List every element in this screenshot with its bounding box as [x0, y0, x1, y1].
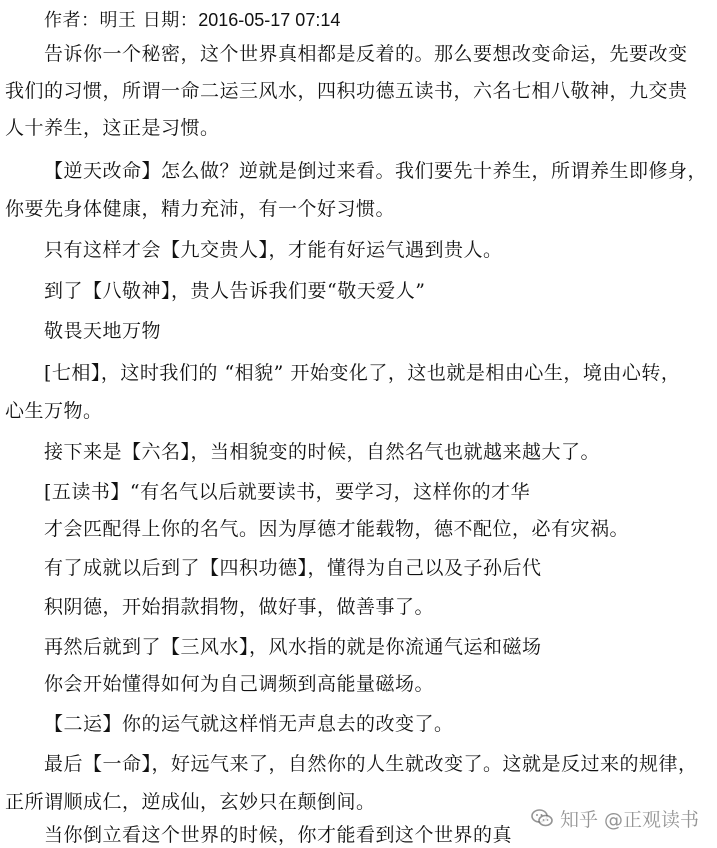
text-line: 【二运】你的运气就这样悄无声息去的改变了。 [44, 713, 454, 735]
text-line: 积阴德，开始捐款捐物，做好事，做善事了。 [44, 596, 435, 618]
text-line: 心生万物。 [5, 400, 103, 422]
watermark-text: 知乎 @正观读书 [559, 808, 699, 831]
text-line: [七相】，这时我们的 “相貌” 开始变化了，这也就是相由心生，境由心转， [44, 362, 681, 384]
text-line: 我们的习惯，所谓一命二运三风水，四积功德五读书，六名七相八敬神，九交贵 [5, 80, 688, 102]
text-line: 接下来是【六名】，当相貌变的时候，自然名气也就越来越大了。 [44, 441, 601, 463]
text-line: 最后【一命】，好远气来了，自然你的人生就改变了。这就是反过来的规律， [44, 753, 698, 775]
text-line: 才会匹配得上你的名气。因为厚德才能载物，德不配位，必有灾祸。 [44, 518, 630, 540]
text-line: 当你倒立看这个世界的时候，你才能看到这个世界的真 [44, 824, 513, 846]
watermark [526, 803, 703, 833]
post-datetime: 2016-05-17 07:14 [198, 10, 341, 30]
text-line: 正所谓顺成仁，逆成仙，玄妙只在颠倒间。 [5, 791, 376, 813]
author-date-line [44, 7, 340, 34]
wechat-logo-icon [530, 806, 554, 830]
text-line: 再然后就到了【三风水】，风水指的就是你流通气运和磁场 [44, 636, 542, 658]
text-line: 敬畏天地万物 [44, 320, 162, 342]
text-line: 你会开始懂得如何为自己调频到高能量磁场。 [44, 673, 435, 695]
text-line: 人十养生，这正是习惯。 [5, 117, 220, 139]
text-line: 【逆天改命】怎么做？逆就是倒过来看。我们要先十养生，所谓养生即修身， [44, 160, 708, 182]
text-line: 只有这样才会【九交贵人】，才能有好运气遇到贵人。 [44, 239, 503, 261]
text-line: 告诉你一个秘密，这个世界真相都是反着的。那么要想改变命运，先要改变 [44, 43, 688, 65]
author-label: 作者：明王 日期： [44, 10, 199, 31]
text-line: 有了成就以后到了【四积功德】，懂得为自己以及子孙后代 [44, 557, 542, 579]
text-line: 你要先身体健康，精力充沛，有一个好习惯。 [5, 198, 396, 220]
text-line: 到了【八敬神】，贵人告诉我们要“敬天爱人” [44, 280, 426, 302]
text-line: [五读书】“有名气以后就要读书，要学习，这样你的才华 [44, 481, 531, 503]
